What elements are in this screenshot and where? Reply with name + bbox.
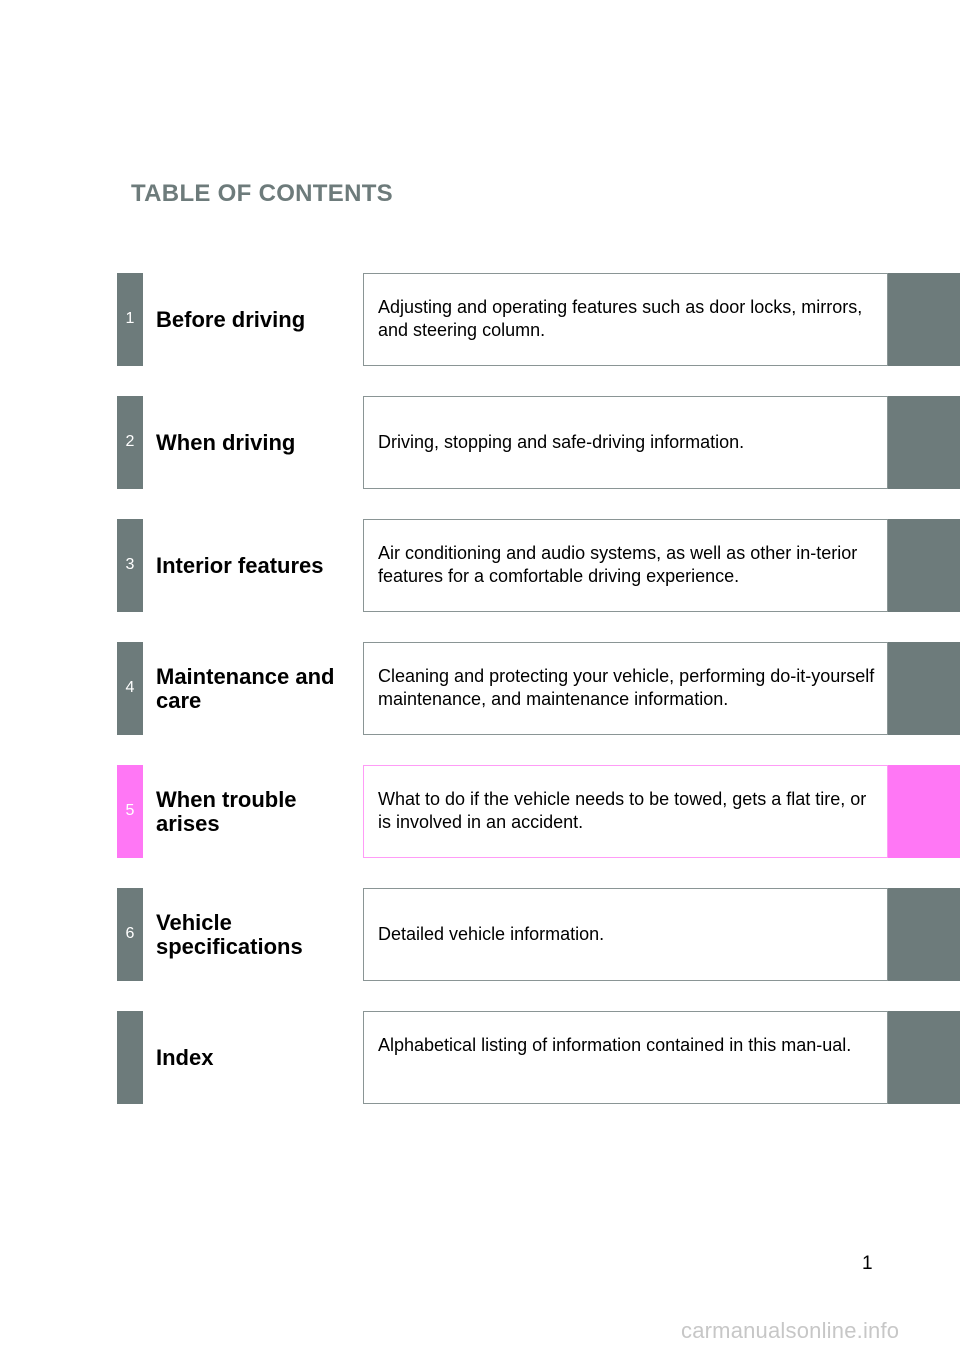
section-thumb-tab[interactable]	[888, 888, 960, 981]
section-number-tab: 1	[117, 273, 143, 366]
section-thumb-tab[interactable]	[888, 765, 960, 858]
watermark: carmanualsonline.info	[681, 1318, 900, 1343]
section-title[interactable]: Maintenance and care	[156, 663, 335, 713]
toc-section-vehicle-specifications[interactable]	[117, 888, 960, 981]
section-description: Adjusting and operating features such as door locks, mirrors, and steering column.	[363, 273, 888, 366]
toc-section-before-driving[interactable]	[117, 273, 960, 366]
section-title[interactable]: Index	[156, 1044, 214, 1070]
section-number-tab: 3	[117, 519, 143, 612]
section-description: What to do if the vehicle needs to be towed, gets a flat tire, or is involved in an accident.	[363, 765, 888, 858]
section-description: Driving, stopping and safe-driving information.	[363, 396, 888, 489]
page-title: TABLE OF CONTENTS	[131, 180, 393, 207]
section-number-tab: 2	[117, 396, 143, 489]
section-thumb-tab[interactable]	[888, 273, 960, 366]
section-thumb-tab[interactable]	[888, 519, 960, 612]
section-number-tab	[117, 1011, 143, 1104]
toc-section-interior-features[interactable]	[117, 519, 960, 612]
toc-section-index[interactable]	[117, 1011, 960, 1104]
section-number-tab: 6	[117, 888, 143, 981]
section-title[interactable]: Interior features	[156, 552, 324, 578]
page-number: 1	[862, 1253, 873, 1274]
section-thumb-tab[interactable]	[888, 396, 960, 489]
section-number-tab: 4	[117, 642, 143, 735]
toc-section-when-driving[interactable]	[117, 396, 960, 489]
section-description: Alphabetical listing of information contained in this man-ual.	[363, 1011, 888, 1104]
section-thumb-tab[interactable]	[888, 1011, 960, 1104]
section-title[interactable]: Vehicle specifications	[156, 909, 303, 959]
section-title[interactable]: When trouble arises	[156, 786, 297, 836]
toc-section-when-trouble-arises[interactable]	[117, 765, 960, 858]
section-number-tab: 5	[117, 765, 143, 858]
section-description: Cleaning and protecting your vehicle, performing do-it-yourself maintenance, and maintenance information.	[363, 642, 888, 735]
section-description: Detailed vehicle information.	[363, 888, 888, 981]
toc-section-maintenance-and-care[interactable]	[117, 642, 960, 735]
section-thumb-tab[interactable]	[888, 642, 960, 735]
section-title[interactable]: Before driving	[156, 306, 306, 332]
section-description: Air conditioning and audio systems, as well as other in-terior features for a comfortable driving experience.	[363, 519, 888, 612]
section-title[interactable]: When driving	[156, 429, 296, 455]
